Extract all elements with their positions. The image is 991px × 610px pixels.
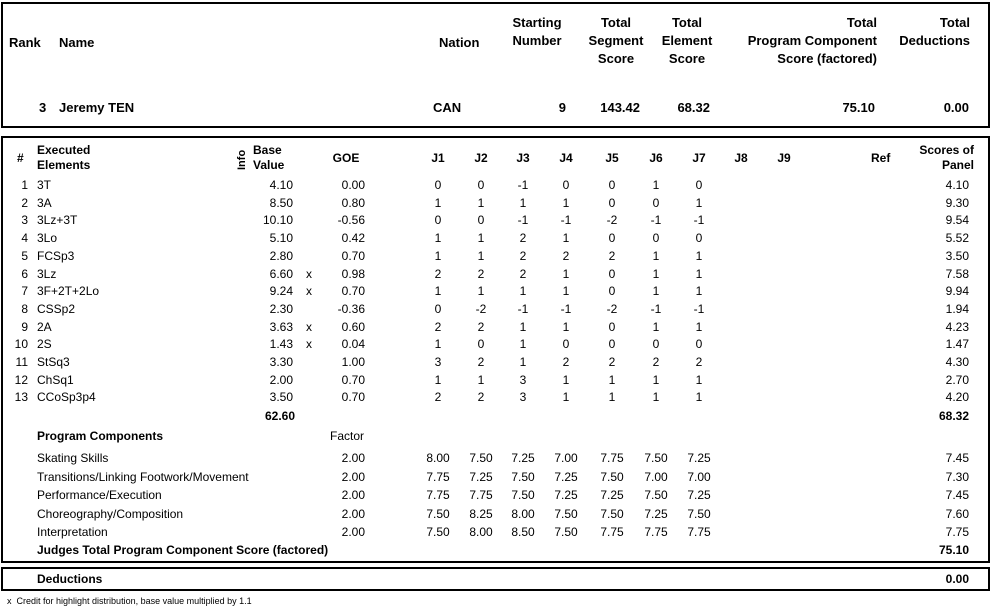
component-name: Interpretation (37, 525, 108, 540)
element-judge-score: 0 (608, 266, 616, 281)
component-judge-score: 7.50 (600, 469, 624, 484)
element-judge-score: 1 (519, 355, 527, 369)
component-judge-score: 7.25 (600, 488, 624, 503)
judge-header-6: J6 (649, 151, 663, 165)
skater-rank: 3 (39, 100, 47, 115)
element-judge-score: 0 (608, 178, 616, 192)
element-judge-score: 1 (562, 319, 570, 334)
element-judge-score: 1 (434, 372, 442, 387)
element-number: 2 (21, 195, 28, 210)
component-panel-score: 7.30 (945, 469, 969, 484)
footnote-mark: x (7, 596, 12, 606)
element-judge-score: 0 (562, 178, 570, 192)
element-judge-score: 0 (652, 337, 660, 352)
element-info-mark: x (306, 337, 312, 352)
component-judge-score: 7.75 (687, 525, 711, 540)
component-name: Skating Skills (37, 451, 109, 465)
element-goe: 0.60 (341, 319, 365, 334)
element-judge-score: 1 (562, 372, 570, 387)
element-judge-score: 2 (434, 319, 442, 334)
component-factor: 2.00 (341, 525, 365, 540)
deductions-header: Total Deductions (899, 15, 970, 48)
component-judge-score: 7.75 (644, 525, 668, 540)
element-judge-score: 0 (695, 231, 703, 246)
element-goe: 0.70 (341, 248, 365, 263)
element-judge-score: 1 (434, 248, 442, 263)
pcs-header: Total Program Component Score (factored) (747, 15, 877, 66)
element-judge-score: -2 (475, 301, 487, 316)
element-judge-score: -1 (560, 213, 572, 228)
element-goe: 0.98 (341, 266, 365, 281)
element-judge-score: 1 (695, 319, 703, 334)
component-judge-score: 7.75 (469, 488, 493, 503)
component-judge-score: 7.50 (426, 506, 450, 521)
element-goe: 0.70 (341, 284, 365, 299)
element-info-mark: x (306, 266, 312, 281)
element-judge-score: 2 (652, 355, 660, 369)
element-judge-score: 0 (608, 337, 616, 352)
element-judge-score: 1 (562, 284, 570, 299)
element-number: 3 (21, 213, 28, 228)
element-code: 3Lo (37, 231, 58, 246)
element-panel-score: 1.47 (945, 337, 969, 352)
judge-header-1: J1 (431, 151, 445, 165)
judge-header-9: J9 (777, 151, 791, 165)
element-judge-score: -1 (517, 301, 529, 316)
element-judge-score: 2 (519, 231, 527, 246)
element-judge-score: 1 (652, 390, 660, 405)
deductions-value: 0.00 (945, 572, 969, 586)
deductions-label: Deductions (37, 572, 103, 586)
element-judge-score: 1 (652, 319, 660, 334)
element-base-value: 10.10 (262, 213, 293, 228)
element-judge-score: 1 (434, 195, 442, 210)
element-judge-score: 1 (477, 248, 485, 263)
element-judge-score: -1 (650, 301, 662, 316)
element-code: 3T (37, 178, 52, 192)
rank-header: Rank (9, 35, 41, 50)
element-judge-score: 3 (519, 372, 527, 387)
element-judge-score: 0 (477, 213, 485, 228)
skater-pcs: 75.10 (842, 100, 875, 115)
nation-header: Nation (439, 35, 480, 50)
component-panel-score: 7.45 (945, 451, 969, 465)
element-judge-score: 1 (477, 284, 485, 299)
element-judge-score: 1 (519, 284, 527, 299)
skater-starting-number: 9 (558, 100, 566, 115)
component-judge-score: 7.25 (687, 488, 711, 503)
element-judge-score: -1 (560, 301, 572, 316)
element-judge-score: 2 (477, 266, 485, 281)
element-judge-score: 1 (434, 337, 442, 352)
element-judge-score: 2 (608, 248, 616, 263)
component-judge-score: 7.25 (644, 506, 668, 521)
element-code: 2A (37, 319, 52, 334)
component-judge-score: 7.50 (554, 506, 578, 521)
element-code: 3Lz (37, 266, 57, 281)
judge-header-5: J5 (605, 151, 619, 165)
element-panel-score: 3.50 (945, 248, 969, 263)
element-goe: 0.70 (341, 372, 365, 387)
judge-header-7: J7 (692, 151, 706, 165)
element-judge-score: 0 (562, 337, 570, 352)
element-judge-score: 1 (608, 390, 616, 405)
name-header: Name (59, 35, 95, 50)
col-panel-header: Scores of Panel (919, 143, 974, 172)
element-code: CSSp2 (37, 301, 76, 316)
col-info-header: Info (236, 149, 248, 170)
col-goe-header: GOE (332, 151, 360, 165)
element-judge-score: 2 (477, 355, 485, 369)
element-judge-score: 0 (434, 301, 442, 316)
component-judge-score: 8.00 (426, 451, 450, 465)
element-judge-score: 0 (608, 284, 616, 299)
element-number: 13 (14, 390, 28, 405)
skater-nation: CAN (433, 100, 462, 115)
element-panel-score: 2.70 (945, 372, 969, 387)
component-judge-score: 7.50 (600, 506, 624, 521)
element-judge-score: -1 (650, 213, 662, 228)
component-factor: 2.00 (341, 506, 365, 521)
element-judge-score: -1 (517, 178, 529, 192)
component-judge-score: 7.50 (644, 451, 668, 465)
element-panel-score: 5.52 (945, 231, 969, 246)
elements-base-total: 62.60 (264, 409, 295, 423)
element-judge-score: 2 (562, 355, 570, 369)
element-code: StSq3 (37, 355, 70, 369)
component-judge-score: 7.75 (426, 469, 450, 484)
component-judge-score: 7.00 (554, 451, 578, 465)
element-judge-score: 1 (652, 266, 660, 281)
element-panel-score: 4.20 (945, 390, 969, 405)
footnote-text: Credit for highlight distribution, base value multiplied by 1.1 (16, 596, 252, 606)
element-judge-score: 1 (652, 248, 660, 263)
elements-panel-total: 68.32 (938, 409, 969, 423)
element-info-mark: x (306, 319, 312, 334)
element-goe: -0.36 (337, 301, 365, 316)
component-factor: 2.00 (341, 488, 365, 503)
element-number: 6 (21, 266, 28, 281)
element-judge-score: 1 (434, 231, 442, 246)
tss-header: Total Segment Score (588, 15, 644, 66)
skater-tes: 68.32 (677, 100, 710, 115)
element-base-value: 9.24 (269, 284, 293, 299)
components-factor-header: Factor (330, 429, 365, 443)
col-num-header: # (17, 151, 24, 165)
component-judge-score: 8.50 (511, 525, 535, 540)
component-name: Performance/Execution (37, 488, 162, 503)
element-judge-score: 2 (434, 266, 442, 281)
component-judge-score: 7.50 (554, 525, 578, 540)
element-base-value: 4.10 (269, 178, 293, 192)
element-judge-score: 0 (608, 195, 616, 210)
element-panel-score: 9.54 (945, 213, 969, 228)
element-number: 7 (21, 284, 28, 299)
footnote (7, 596, 252, 606)
element-goe: 0.42 (341, 231, 365, 246)
element-judge-score: 0 (434, 178, 442, 192)
element-judge-score: 0 (608, 231, 616, 246)
component-factor: 2.00 (341, 451, 365, 465)
element-judge-score: 1 (652, 372, 660, 387)
element-base-value: 3.50 (269, 390, 293, 405)
element-judge-score: 0 (434, 213, 442, 228)
element-judge-score: 1 (562, 390, 570, 405)
component-judge-score: 8.00 (469, 525, 493, 540)
element-judge-score: 1 (652, 178, 660, 192)
element-judge-score: 1 (562, 195, 570, 210)
component-judge-score: 7.75 (600, 525, 624, 540)
element-judge-score: 2 (519, 266, 527, 281)
component-judge-score: 7.75 (600, 451, 624, 465)
element-judge-score: 1 (695, 284, 703, 299)
element-number: 11 (15, 355, 28, 369)
element-judge-score: 1 (562, 266, 570, 281)
component-panel-score: 7.45 (945, 488, 969, 503)
element-panel-score: 4.23 (945, 319, 969, 334)
col-base-header: Base Value (253, 143, 285, 172)
element-number: 5 (21, 248, 28, 263)
component-judge-score: 7.50 (687, 506, 711, 521)
component-judge-score: 7.50 (426, 525, 450, 540)
deductions-box (1, 567, 990, 591)
components-total-value: 75.10 (938, 543, 969, 557)
element-judge-score: 1 (695, 266, 703, 281)
element-judge-score: -2 (606, 301, 618, 316)
component-name: Transitions/Linking Footwork/Movement (37, 469, 249, 484)
component-judge-score: 7.00 (644, 469, 668, 484)
component-panel-score: 7.60 (945, 506, 969, 521)
element-judge-score: 3 (434, 355, 442, 369)
element-judge-score: 0 (608, 319, 616, 334)
element-code: FCSp3 (37, 248, 75, 263)
element-judge-score: 0 (652, 195, 660, 210)
judge-header-3: J3 (516, 151, 530, 165)
element-base-value: 2.30 (269, 301, 293, 316)
element-base-value: 8.50 (269, 195, 293, 210)
element-base-value: 2.80 (269, 248, 293, 263)
element-judge-score: -1 (517, 213, 529, 228)
component-judge-score: 8.00 (511, 506, 535, 521)
element-panel-score: 4.10 (945, 178, 969, 192)
element-code: 3Lz+3T (37, 213, 78, 228)
element-judge-score: 1 (519, 319, 527, 334)
element-code: 3F+2T+2Lo (37, 284, 100, 299)
element-panel-score: 7.58 (945, 266, 969, 281)
component-panel-score: 7.75 (945, 525, 969, 540)
component-name: Choreography/Composition (37, 506, 184, 521)
element-info-mark: x (306, 284, 312, 299)
element-judge-score: 1 (608, 372, 616, 387)
skater-deductions: 0.00 (943, 100, 969, 115)
element-code: ChSq1 (37, 372, 74, 387)
element-goe: 1.00 (341, 355, 365, 369)
element-judge-score: 1 (695, 372, 703, 387)
element-judge-score: 1 (477, 231, 485, 246)
element-base-value: 2.00 (269, 372, 293, 387)
element-judge-score: 0 (652, 231, 660, 246)
element-panel-score: 1.94 (945, 301, 969, 316)
element-judge-score: 0 (477, 178, 485, 192)
skater-name: Jeremy TEN (59, 100, 135, 115)
element-code: 3A (37, 195, 52, 210)
element-base-value: 6.60 (269, 266, 293, 281)
element-judge-score: 1 (477, 372, 485, 387)
element-base-value: 3.63 (269, 319, 293, 334)
element-judge-score: 1 (695, 195, 703, 210)
element-judge-score: 1 (695, 390, 703, 405)
element-code: CCoSp3p4 (37, 390, 96, 405)
element-number: 1 (21, 178, 28, 192)
element-goe: 0.80 (341, 195, 365, 210)
component-judge-score: 7.75 (426, 488, 450, 503)
component-judge-score: 7.25 (469, 469, 493, 484)
element-judge-score: 1 (434, 284, 442, 299)
element-number: 12 (14, 372, 28, 387)
element-panel-score: 9.94 (945, 284, 969, 299)
component-judge-score: 7.25 (554, 469, 578, 484)
element-goe: 0.70 (341, 390, 365, 405)
element-judge-score: -1 (693, 301, 705, 316)
element-judge-score: 2 (434, 390, 442, 405)
element-base-value: 5.10 (269, 231, 293, 246)
judge-header-4: J4 (559, 151, 573, 165)
judge-header-2: J2 (474, 151, 488, 165)
components-total-label: Judges Total Program Component Score (factored) (37, 543, 329, 557)
element-judge-score: 1 (695, 248, 703, 263)
component-judge-score: 7.50 (511, 488, 535, 503)
element-judge-score: 1 (477, 195, 485, 210)
element-judge-score: 0 (477, 337, 485, 352)
element-goe: 0.00 (341, 178, 365, 192)
component-judge-score: 7.50 (511, 469, 535, 484)
element-judge-score: 1 (562, 231, 570, 246)
element-goe: -0.56 (337, 213, 365, 228)
element-judge-score: 2 (562, 248, 570, 263)
component-factor: 2.00 (341, 469, 365, 484)
element-code: 2S (37, 337, 52, 352)
judge-header-8: J8 (734, 151, 748, 165)
element-judge-score: 2 (519, 248, 527, 263)
element-goe: 0.04 (341, 337, 365, 352)
element-judge-score: -2 (606, 213, 618, 228)
element-base-value: 3.30 (269, 355, 293, 369)
element-judge-score: 3 (519, 390, 527, 405)
element-judge-score: 2 (477, 319, 485, 334)
components-title: Program Components (37, 429, 164, 443)
element-judge-score: 0 (695, 178, 703, 192)
element-panel-score: 9.30 (945, 195, 969, 210)
element-judge-score: 0 (695, 337, 703, 352)
element-judge-score: 2 (695, 355, 703, 369)
element-judge-score: 1 (652, 284, 660, 299)
skater-tss: 143.42 (600, 100, 640, 115)
component-judge-score: 7.50 (644, 488, 668, 503)
component-judge-score: 7.25 (554, 488, 578, 503)
element-number: 8 (21, 301, 28, 316)
element-judge-score: 2 (477, 390, 485, 405)
element-number: 4 (21, 231, 28, 246)
element-number: 9 (21, 319, 28, 334)
element-judge-score: 1 (519, 337, 527, 352)
component-judge-score: 7.50 (469, 451, 493, 465)
element-number: 10 (14, 337, 28, 352)
col-executed-header: Executed Elements (37, 143, 91, 172)
element-panel-score: 4.30 (945, 355, 969, 369)
element-judge-score: 1 (519, 195, 527, 210)
component-judge-score: 7.25 (687, 451, 711, 465)
component-judge-score: 7.00 (687, 469, 711, 484)
component-judge-score: 8.25 (469, 506, 493, 521)
element-judge-score: -1 (693, 213, 705, 228)
starting-number-header: Starting Number (512, 15, 562, 48)
component-judge-score: 7.25 (511, 451, 535, 465)
col-ref-header: Ref (871, 151, 891, 165)
element-base-value: 1.43 (269, 337, 293, 352)
element-judge-score: 2 (608, 355, 616, 369)
tes-header: Total Element Score (661, 15, 713, 66)
